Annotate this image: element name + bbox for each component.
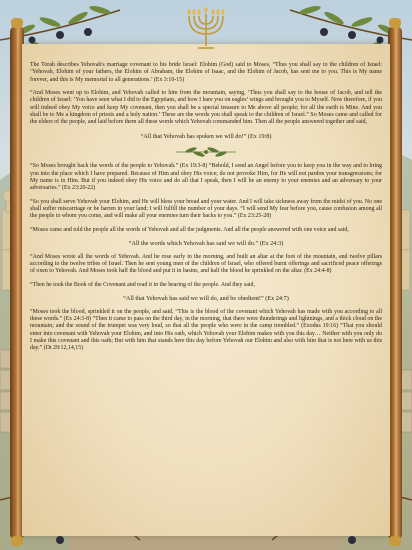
paragraph: “So Moses brought back the words of the people to Yehovah.” (Ex 19:3-8) “Behold, I send an Angel before you to keep you in the way and to bring you into the place which I have prepared. Because of Him and obey His voice; do not provoke Him, for He will not pardon your transgressions; for My name is in Him. But if you indeed obey His voice and do all that I speak, then I will be an enemy to your enemies and an adversary to your adversaries.” (Ex 23:20-22) [30,163,382,192]
scroll-rod-right [388,26,402,540]
menorah-icon [181,6,231,54]
paragraph: “So you shall serve Yehovah your Elohim, and He will bless your bread and your water. And I will take sickness away from the midst of you. No one shall suffer miscarriage or be barren in your land; I will fulfill the number of your days. “I will send My fear before you, cause confusion among all the people to whom you come, and will make all your enemies turn their backs to you.” (Ex 23:25-28) [30,198,382,220]
paragraph: “And Moses wrote all the words of Yehovah. And he rose early in the morning, and built an altar at the foot of the mountain, and twelve pillars according to the twelve tribes of Israel. Then he sent young men of the children of Israel, who offered burnt offerings and sacrificed peace offerings of oxen to Yehovah. And Moses took half the blood and put it in basins, and half the blood he sprinkled on the altar. (Ex 24:4-8) [30,253,382,275]
quote-line: “All that Yehovah has said we will do, and be obedient!” (Ex 24:7) [123,295,289,303]
quote-line: “All that Yehovah has spoken we will do!” (Ex 19:8) [140,132,272,140]
paragraph: “And Moses went up to Elohim, and Yehovah called to him from the mountain, saying, ‘Thus you shall say to the house of Jacob, and tell the children of Israel: ‘You have seen what I did to the Egyptians, and how I bare you on eagles’ wings and brought you to Myself. Now therefore, if you will indeed obey My voice and keep My covenant, then you shall be a special treasure to Me above all people; for all the earth is Mine. And you shall be to Me a kingdom of priests and a holy nation.’ These are the words you shall speak to the children of Israel.” So Moses came and called for the elders of the people, and laid before them all these words which Yehovah commanded him. Then all the people answered together and said, [30,90,382,126]
scroll-knob [389,536,401,546]
leaf-divider-icon [30,146,382,158]
scroll-knob [389,18,401,28]
scroll-knob [11,18,23,28]
quote-line: “All the words which Yehovah has said we will do.” (Ex 24:3) [128,240,284,248]
scripture-text [30,62,382,532]
paragraph: “Moses came and told the people all the words of Yehovah and all the judgments. And all the people answered with one voice and said, [30,226,349,233]
paragraph: “Moses took the blood, sprinkled it on the people, and said, “This is the blood of the covenant which Yehovah has made with you according to all these words.” (Ex 24:3-8) “Then it came to pass on the third day, in the morning, that there were thunderings and lightnings, and a thick cloud on the mountain; and the sound of the trumpet was very loud, so that all the people who were in the camp trembled.” (Exodus 19:16) “That you should enter into covenant with Yehovah your Elohim, and into His oath, which Yehovah your Elohim makes with you this day… Neither with you only do I make this covenant and this oath; But with him that stands here this day before Yehovah our Elohim and also with him that is not here with us this day.” (Dt 29:12,14,15) [30,308,382,352]
paragraph: “Then he took the Book of the Covenant and read it in the hearing of the people. And they said, [30,281,255,288]
scroll-knob [11,536,23,546]
paragraph: The Torah describes Yehovah's marriage covenant to his bride Israel: Elohim (God) said to Moses, “Thus you shall say to the children of Israel: ‘Yehovah, Elohim of your fathers, the Elohim of Abraham, the Elohim of Isaac, and the Elohim of Jacob, has sent me to you. This is My name forever, and this is My memorial to all generations.’ (Ex 3:10-15) [30,62,382,83]
